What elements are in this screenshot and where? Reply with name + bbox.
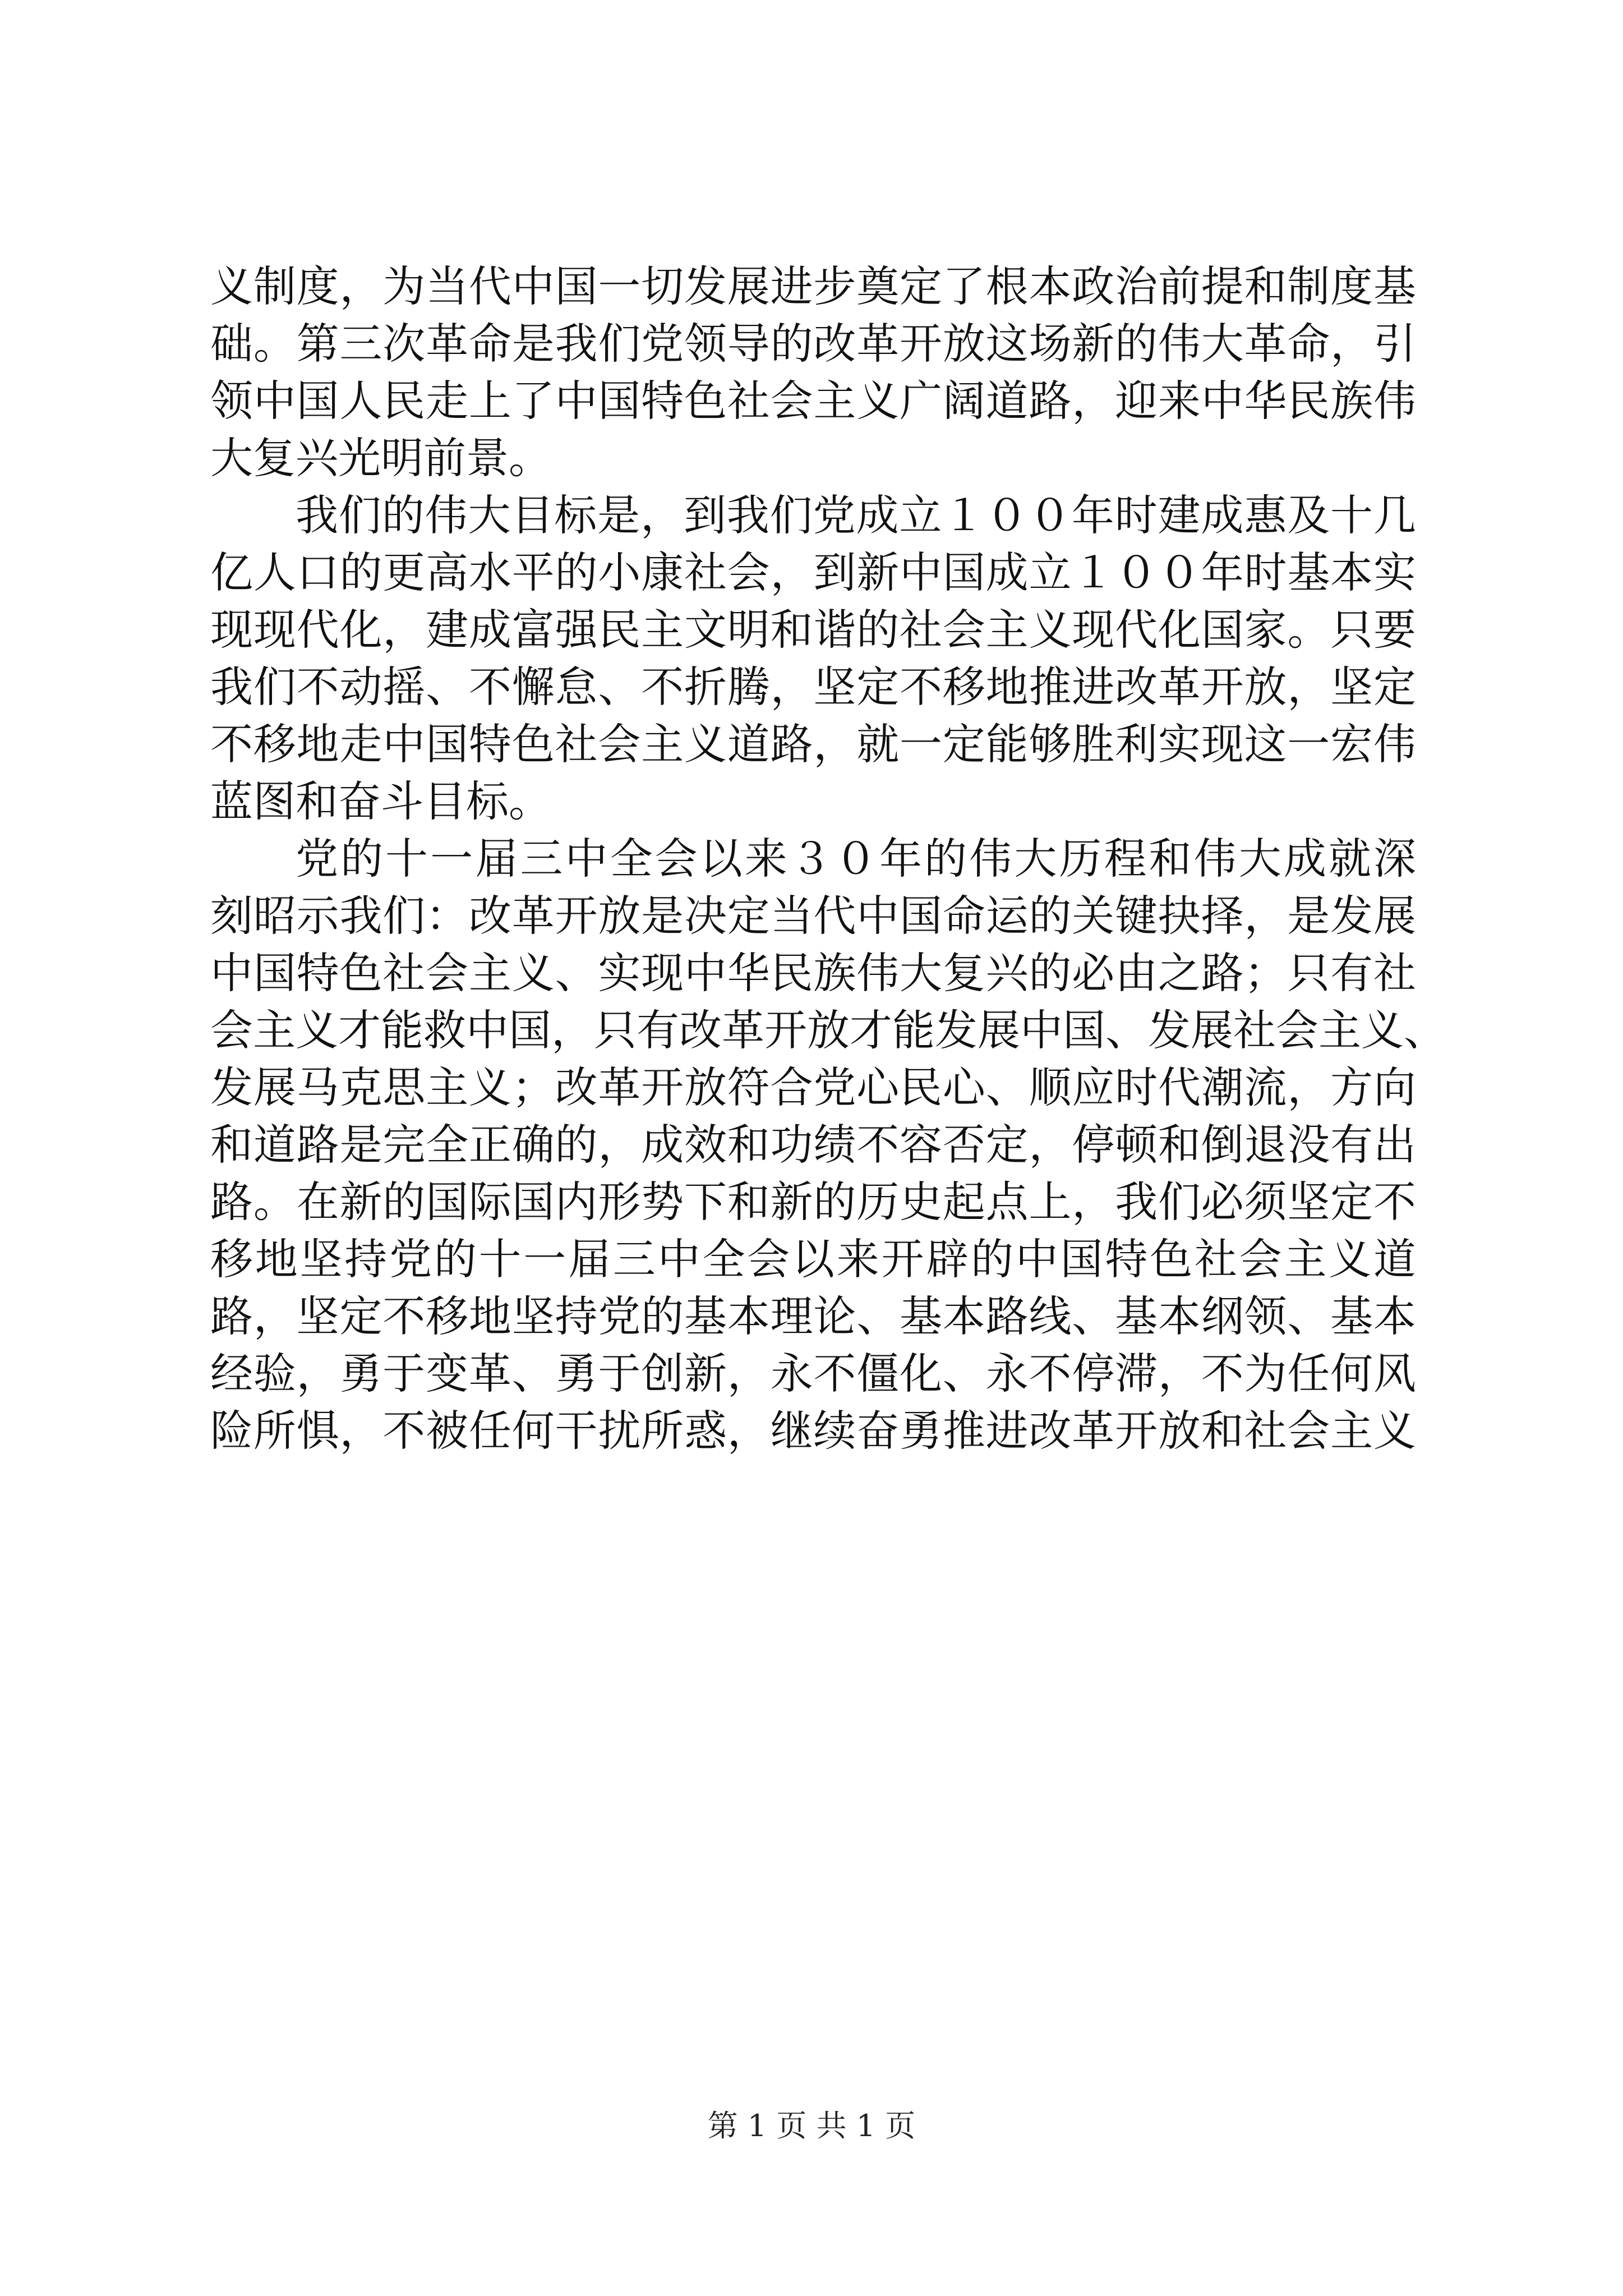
paragraph-first-line: 我们的伟大目标是，到我们党成立１００年时建成惠及十几 <box>296 490 1416 540</box>
text-line: 亿人口的更高水平的小康社会，到新中国成立１００年时基本实 <box>210 547 1416 597</box>
page-number-label: 第 1 页 共 1 页 <box>707 2108 916 2143</box>
text-line: 经验，勇于变革、勇于创新，永不僵化、永不停滞，不为任何风 <box>210 1349 1416 1398</box>
text-line: 大复兴光明前景。 <box>210 433 551 483</box>
text-line: 路。在新的国际国内形势下和新的历史起点上，我们必须坚定不 <box>210 1177 1416 1227</box>
text-line: 中国特色社会主义、实现中华民族伟大复兴的必由之路；只有社 <box>210 948 1416 998</box>
paragraph-first-line: 党的十一届三中全会以来３０年的伟大历程和伟大成就深 <box>296 834 1416 884</box>
text-line: 础。第三次革命是我们党领导的改革开放这场新的伟大革命，引 <box>210 319 1416 369</box>
text-line: 险所惧，不被任何干扰所惑，继续奋勇推进改革开放和社会主义 <box>210 1406 1416 1456</box>
text-line: 现现代化，建成富强民主文明和谐的社会主义现代化国家。只要 <box>210 605 1416 655</box>
text-line: 不移地走中国特色社会主义道路，就一定能够胜利实现这一宏伟 <box>210 719 1416 769</box>
text-line: 路，坚定不移地坚持党的基本理论、基本路线、基本纲领、基本 <box>210 1291 1416 1341</box>
text-line: 领中国人民走上了中国特色社会主义广阔道路，迎来中华民族伟 <box>210 376 1416 426</box>
text-line: 会主义才能救中国，只有改革开放才能发展中国、发展社会主义、 <box>210 1005 1446 1055</box>
text-line: 发展马克思主义；改革开放符合党心民心、顺应时代潮流，方向 <box>210 1062 1416 1112</box>
text-line: 蓝图和奋斗目标。 <box>210 776 551 826</box>
text-line: 和道路是完全正确的，成效和功绩不容否定，停顿和倒退没有出 <box>210 1120 1416 1170</box>
text-line: 刻昭示我们：改革开放是决定当代中国命运的关键抉择，是发展 <box>210 891 1416 941</box>
text-line: 我们不动摇、不懈怠、不折腾，坚定不移地推进改革开放，坚定 <box>210 662 1416 712</box>
text-line: 移地坚持党的十一届三中全会以来开辟的中国特色社会主义道 <box>210 1234 1416 1284</box>
text-line: 义制度，为当代中国一切发展进步奠定了根本政治前提和制度基 <box>210 261 1416 311</box>
page-footer <box>0 2106 1623 2146</box>
document-body <box>210 258 1446 1460</box>
